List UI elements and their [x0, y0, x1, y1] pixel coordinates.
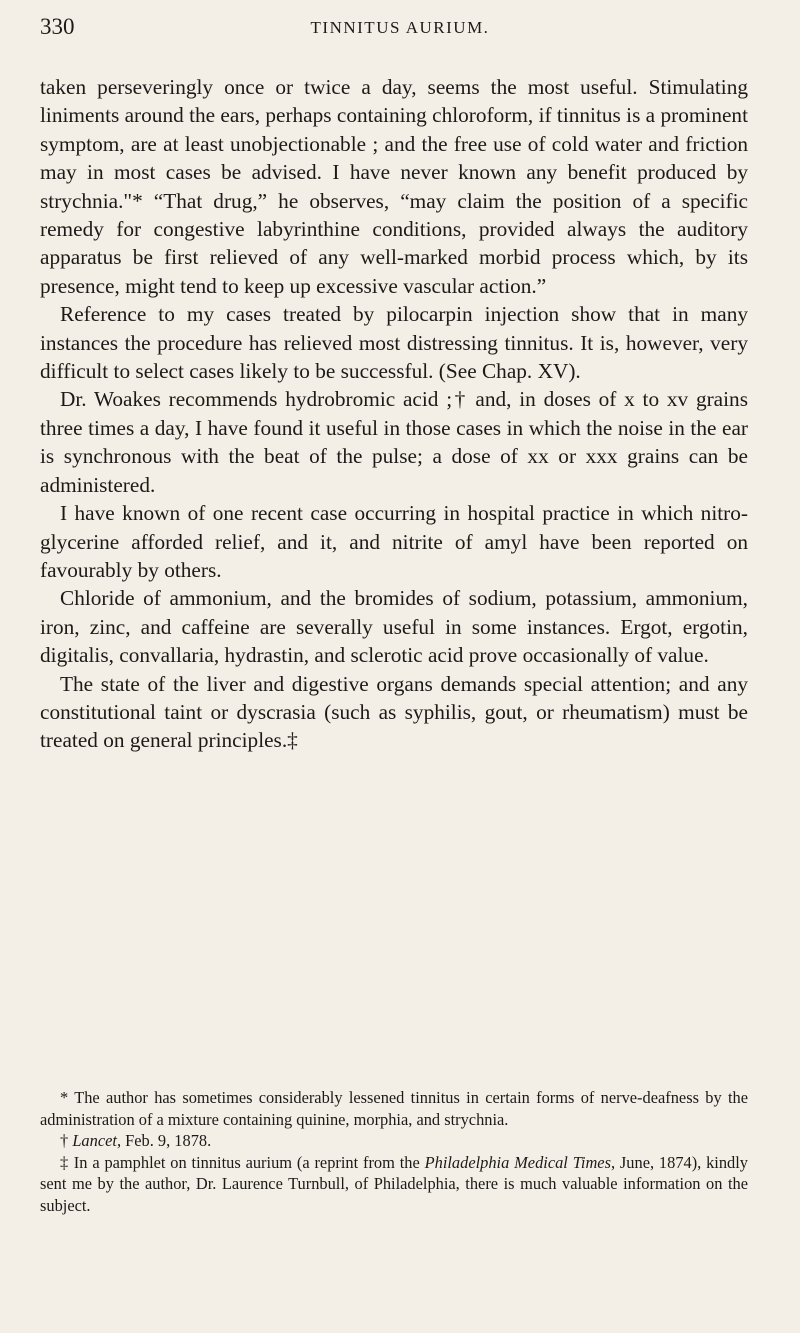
- footnote: [40, 1130, 748, 1152]
- footnote-text: , June, 1874), kindly sent me by the author, Dr. Laurence Turnbull, of Philadelphia, there is much valuable information on the subject.: [40, 1152, 749, 1215]
- footnote-text: ‡ In a pamphlet on tinnitus aurium (a reprint from the: [60, 1152, 425, 1172]
- paragraph: Chloride of ammonium, and the bromides of sodium, potassium, ammonium, iron, zinc, and caffeine are severally useful in some instances. Ergot, ergotin, digitalis, convallaria, hydrastin, and sclerotic acid prove occasionally of value.: [40, 586, 748, 668]
- paragraph: taken perseveringly once or twice a day, seems the most useful. Stimulating liniments around the ears, perhaps containing chloroform, if tinnitus is a prominent symptom, are at least unobjectionable ; and the free use of cold water and friction may in most cases be advised. I have never known any benefit produced by strychnia."* “That drug,” he observes, “may claim the position of a specific remedy for congestive labyrinthine conditions, provided always the auditory apparatus be first relieved of any well-marked morbid process which, by its presence, might tend to keep up excessive vascular action.”: [40, 75, 748, 298]
- paragraph: I have known of one recent case occurring in hospital practice in which nitro-glycerine afforded relief, and it, and nitrite of amyl have been reported on favourably by others.: [40, 501, 748, 582]
- footnote: [40, 1152, 748, 1217]
- footnotes: [40, 1087, 748, 1217]
- page-header: [40, 14, 760, 54]
- footnote: * The author has sometimes considerably lessened tinnitus in certain forms of nerve-deafness by the administration of a mixture containing quinine, morphia, and strychnia.: [40, 1088, 748, 1129]
- journal-title: Lancet: [72, 1131, 117, 1151]
- page-number: 330: [40, 14, 75, 39]
- paragraph: Dr. Woakes recommends hydrobromic acid ;† and, in doses of x to xv grains three times a day, I have found it useful in those cases in which the noise in the ear is synchronous with the beat of the pulse; a dose of xx or xxx grains can be administered.: [40, 387, 748, 497]
- footnote-text: , Feb. 9, 1878.: [116, 1131, 212, 1151]
- running-title: TINNITUS AURIUM.: [310, 18, 490, 37]
- footnote-mark: †: [60, 1131, 69, 1151]
- paragraph: Reference to my cases treated by pilocarpin injection show that in many instances the procedure has relieved most distressing tinnitus. It is, however, very difficult to select cases likely to be successful. (See Chap. XV).: [40, 302, 748, 384]
- body-text: [40, 73, 748, 755]
- journal-title: Philadelphia Medical Times: [424, 1152, 611, 1172]
- paragraph: The state of the liver and digestive organs demands special attention; and any constitutional taint or dyscrasia (such as syphilis, gout, or rheumatism) must be treated on general principles.‡: [40, 671, 748, 753]
